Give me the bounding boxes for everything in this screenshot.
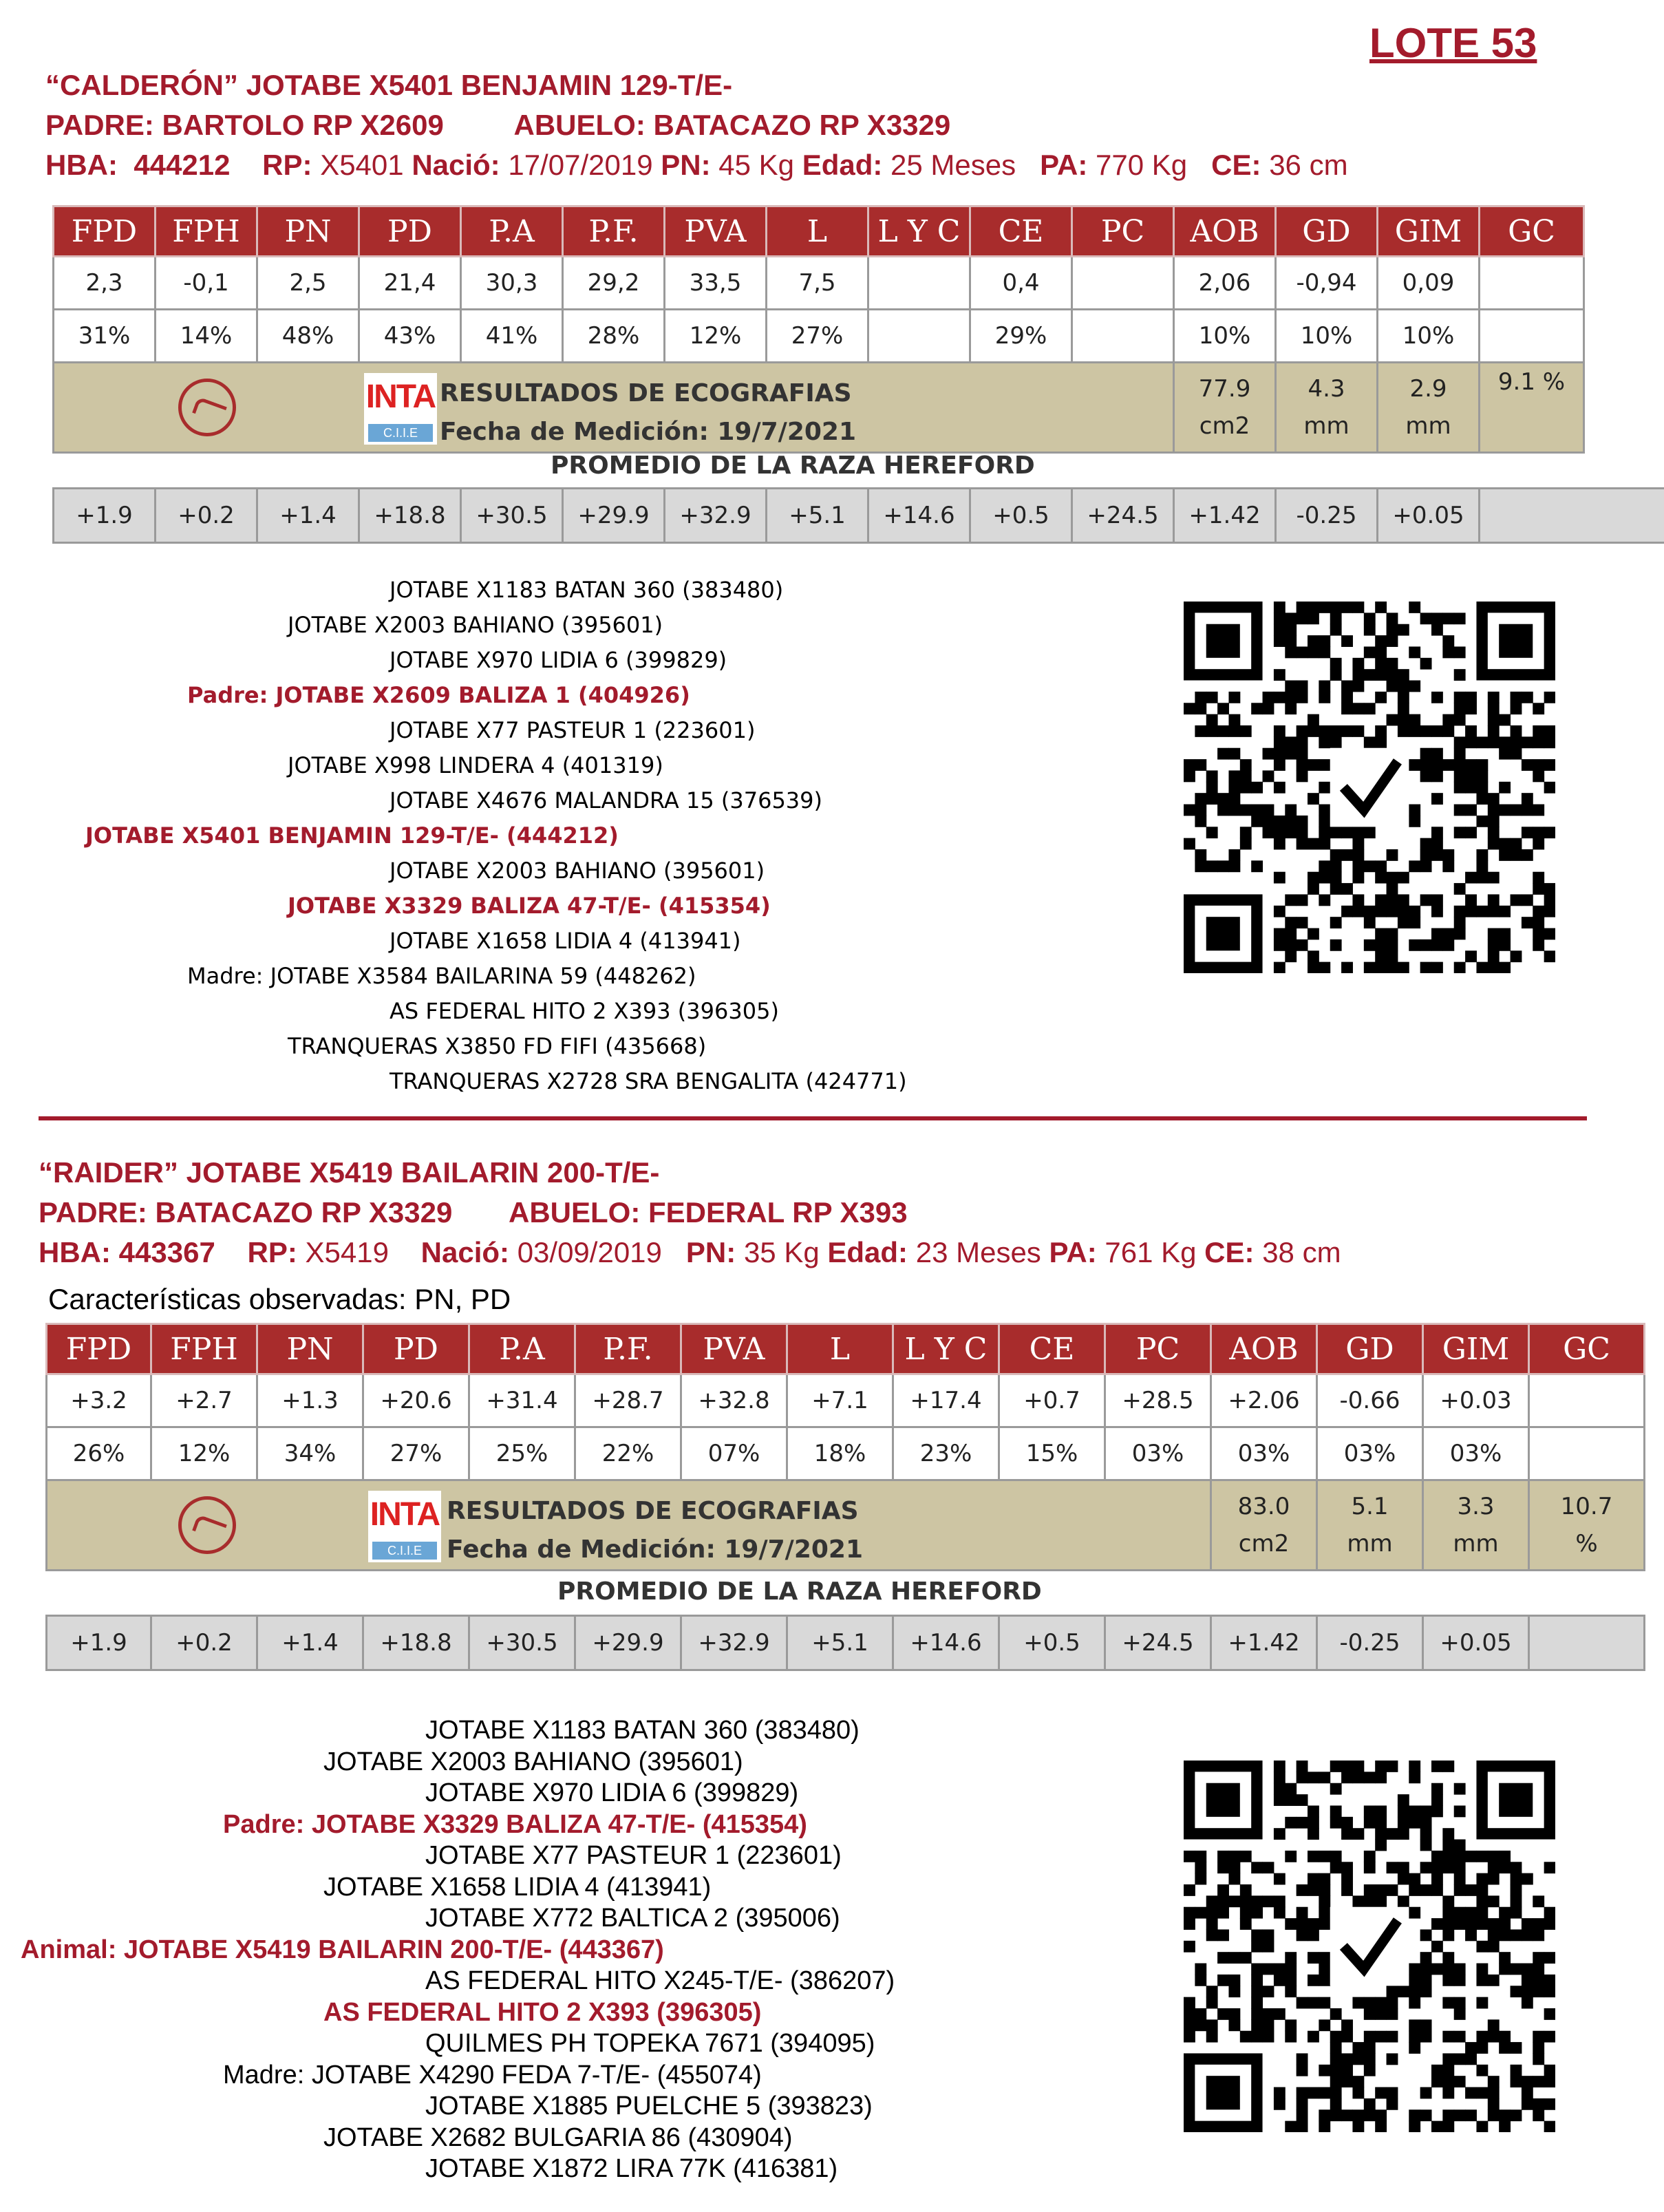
- column-header: P.F.: [563, 206, 665, 257]
- precision-cell: 27%: [363, 1427, 469, 1480]
- observed-characteristics: Características observadas: PN, PD: [48, 1283, 511, 1315]
- pedigree-entry: Padre: JOTABE X3329 BALIZA 47-T/E- (415354): [223, 1809, 807, 1839]
- eco-aob: 77.9 cm2: [1174, 363, 1276, 453]
- precision-cell: 10%: [1174, 310, 1276, 363]
- epd-value-cell: 30,3: [461, 257, 563, 310]
- column-header: PN: [257, 206, 359, 257]
- average-cell: +1.9: [54, 489, 156, 543]
- average-cell: +0.05: [1378, 489, 1480, 543]
- column-header: FPD: [47, 1324, 151, 1374]
- lot-number: LOTE 53: [1369, 20, 1537, 66]
- column-header: AOB: [1174, 206, 1276, 257]
- pedigree-entry: JOTABE X3329 BALIZA 47-T/E- (415354): [288, 893, 771, 919]
- pedigree-entry: JOTABE X77 PASTEUR 1 (223601): [425, 1841, 842, 1870]
- average-cell: [1529, 1616, 1645, 1670]
- average-cell: +0.5: [970, 489, 1072, 543]
- epd-value-cell: +0.03: [1423, 1374, 1529, 1427]
- eco-gd: 5.1 mm: [1317, 1480, 1423, 1571]
- average-cell: +0.2: [156, 489, 257, 543]
- eco-gim: 3.3 mm: [1423, 1480, 1529, 1571]
- precision-cell: [1529, 1427, 1645, 1480]
- precision-cell: 14%: [156, 310, 257, 363]
- average-cell: +32.9: [681, 1616, 787, 1670]
- epd-value-cell: +0.7: [999, 1374, 1105, 1427]
- pedigree-entry: JOTABE X1885 PUELCHE 5 (393823): [425, 2092, 873, 2120]
- average-table-1: [52, 487, 1664, 544]
- pedigree-entry: JOTABE X5401 BENJAMIN 129-T/E- (444212): [85, 822, 619, 849]
- pedigree-entry: TRANQUERAS X3850 FD FIFI (435668): [288, 1033, 707, 1059]
- column-header: PVA: [665, 206, 767, 257]
- epd-table-2: [45, 1323, 1645, 1571]
- epd-value-cell: [1072, 257, 1174, 310]
- precision-cell: 41%: [461, 310, 563, 363]
- column-header: PC: [1105, 1324, 1211, 1374]
- column-header: GIM: [1378, 206, 1480, 257]
- animal-2-info: HBA: 443367 RP: X5419 Nació: 03/09/2019 PN: 35 Kg Edad: 23 Meses PA: 761 Kg CE: 38 cm: [39, 1236, 1341, 1268]
- precision-cell: 26%: [47, 1427, 151, 1480]
- column-header: FPH: [156, 206, 257, 257]
- pedigree-entry: Padre: JOTABE X2609 BALIZA 1 (404926): [187, 682, 690, 708]
- epd-value-cell: 0,4: [970, 257, 1072, 310]
- average-cell: +30.5: [469, 1616, 575, 1670]
- pedigree-entry: JOTABE X1872 LIRA 77K (416381): [425, 2154, 838, 2183]
- qr-code-icon: [1184, 602, 1555, 973]
- average-cell: -0.25: [1317, 1616, 1423, 1670]
- pedigree-entry: JOTABE X772 BALTICA 2 (395006): [425, 1904, 840, 1933]
- epd-value-cell: -0,94: [1276, 257, 1378, 310]
- eco-date: Fecha de Medición: 19/7/2021: [447, 1535, 864, 1564]
- animal-2-parents: PADRE: BATACAZO RP X3329 ABUELO: FEDERAL RP X393: [39, 1196, 908, 1229]
- average-cell: +1.4: [257, 489, 359, 543]
- column-header: L: [787, 1324, 893, 1374]
- pedigree-entry: AS FEDERAL HITO 2 X393 (396305): [390, 998, 779, 1024]
- column-header: L Y C: [893, 1324, 999, 1374]
- average-cell: +0.2: [151, 1616, 257, 1670]
- average-cell: +0.5: [999, 1616, 1105, 1670]
- pedigree-entry: JOTABE X2003 BAHIANO (395601): [323, 1747, 743, 1776]
- epd-value-cell: +28.5: [1105, 1374, 1211, 1427]
- precision-cell: 12%: [151, 1427, 257, 1480]
- column-header: P.A: [469, 1324, 575, 1374]
- precision-cell: 23%: [893, 1427, 999, 1480]
- pedigree-entry: JOTABE X1183 BATAN 360 (383480): [425, 1716, 860, 1745]
- pedigree-entry: JOTABE X1183 BATAN 360 (383480): [390, 577, 784, 603]
- precision-cell: 18%: [787, 1427, 893, 1480]
- precision-cell: 34%: [257, 1427, 363, 1480]
- pedigree-entry: JOTABE X2003 BAHIANO (395601): [288, 612, 663, 638]
- epd-value-cell: +1.3: [257, 1374, 363, 1427]
- pedigree-entry: JOTABE X1658 LIDIA 4 (413941): [323, 1872, 712, 1902]
- pedigree-entry: JOTABE X970 LIDIA 6 (399829): [425, 1778, 799, 1807]
- column-header: PD: [359, 206, 461, 257]
- section-divider: [39, 1116, 1587, 1120]
- epd-value-cell: 2,3: [54, 257, 156, 310]
- eco-header-cell: [54, 363, 1174, 453]
- column-header: PN: [257, 1324, 363, 1374]
- average-cell: +24.5: [1072, 489, 1174, 543]
- epd-value-cell: +17.4: [893, 1374, 999, 1427]
- epd-table-1: [52, 205, 1585, 454]
- precision-cell: 43%: [359, 310, 461, 363]
- qr-code-icon: [1184, 1761, 1555, 2132]
- column-header: FPD: [54, 206, 156, 257]
- epd-value-cell: 2,5: [257, 257, 359, 310]
- precision-cell: 07%: [681, 1427, 787, 1480]
- average-cell: +1.4: [257, 1616, 363, 1670]
- precision-cell: [1480, 310, 1584, 363]
- animal-1-parents: PADRE: BARTOLO RP X2609 ABUELO: BATACAZO RP X3329: [45, 109, 951, 141]
- column-header: GC: [1480, 206, 1584, 257]
- column-header: CE: [970, 206, 1072, 257]
- eco-gd: 4.3 mm: [1276, 363, 1378, 453]
- epd-value-cell: +2.7: [151, 1374, 257, 1427]
- average-cell: +0.05: [1423, 1616, 1529, 1670]
- column-header: CE: [999, 1324, 1105, 1374]
- eco-gc: 10.7 %: [1529, 1480, 1645, 1571]
- average-cell: +14.6: [868, 489, 970, 543]
- average-cell: +1.9: [47, 1616, 151, 1670]
- column-header: GD: [1276, 206, 1378, 257]
- epd-value-cell: 21,4: [359, 257, 461, 310]
- pedigree-entry: JOTABE X998 LINDERA 4 (401319): [288, 752, 663, 778]
- precision-cell: [868, 310, 970, 363]
- pedigree-entry: AS FEDERAL HITO X245-T/E- (386207): [425, 1966, 895, 1995]
- average-cell: +1.42: [1211, 1616, 1317, 1670]
- eco-aob: 83.0 cm2: [1211, 1480, 1317, 1571]
- precision-cell: 03%: [1317, 1427, 1423, 1480]
- average-cell: +32.9: [665, 489, 767, 543]
- precision-cell: 03%: [1105, 1427, 1211, 1480]
- precision-cell: 22%: [575, 1427, 681, 1480]
- precision-cell: 10%: [1276, 310, 1378, 363]
- average-cell: -0.25: [1276, 489, 1378, 543]
- epd-value-cell: -0.66: [1317, 1374, 1423, 1427]
- column-header: GIM: [1423, 1324, 1529, 1374]
- precision-cell: 03%: [1423, 1427, 1529, 1480]
- eco-header-cell: [47, 1480, 1211, 1571]
- average-cell: +30.5: [461, 489, 563, 543]
- animal-2-title: “RAIDER” JOTABE X5419 BAILARIN 200-T/E-: [39, 1156, 660, 1189]
- column-header: P.A: [461, 206, 563, 257]
- average-cell: +24.5: [1105, 1616, 1211, 1670]
- epd-value-cell: +3.2: [47, 1374, 151, 1427]
- pedigree-entry: TRANQUERAS X2728 SRA BENGALITA (424771): [390, 1068, 907, 1094]
- pedigree-entry: JOTABE X4676 MALANDRA 15 (376539): [390, 787, 822, 813]
- precision-cell: 48%: [257, 310, 359, 363]
- column-header: GC: [1529, 1324, 1645, 1374]
- epd-value-cell: 7,5: [767, 257, 868, 310]
- average-cell: +18.8: [359, 489, 461, 543]
- precision-cell: 03%: [1211, 1427, 1317, 1480]
- average-cell: +5.1: [767, 489, 868, 543]
- epd-value-cell: 0,09: [1378, 257, 1480, 310]
- epd-value-cell: +20.6: [363, 1374, 469, 1427]
- pedigree-entry: JOTABE X77 PASTEUR 1 (223601): [390, 717, 756, 743]
- average-cell: +14.6: [893, 1616, 999, 1670]
- precision-cell: [1072, 310, 1174, 363]
- average-cell: [1480, 489, 1664, 543]
- pedigree-entry: Madre: JOTABE X3584 BAILARINA 59 (448262): [187, 963, 696, 989]
- precision-cell: 12%: [665, 310, 767, 363]
- pedigree-entry: Madre: JOTABE X4290 FEDA 7-T/E- (455074): [223, 2060, 762, 2089]
- average-cell: +18.8: [363, 1616, 469, 1670]
- eco-title: RESULTADOS DE ECOGRAFIAS: [447, 1497, 859, 1525]
- pedigree-entry: JOTABE X1658 LIDIA 4 (413941): [390, 928, 741, 954]
- average-table-2: [45, 1615, 1645, 1671]
- pedigree-entry: JOTABE X2003 BAHIANO (395601): [390, 858, 765, 884]
- eco-gim: 2.9 mm: [1378, 363, 1480, 453]
- epd-value-cell: +28.7: [575, 1374, 681, 1427]
- column-header: PD: [363, 1324, 469, 1374]
- precision-cell: 27%: [767, 310, 868, 363]
- pedigree-entry: QUILMES PH TOPEKA 7671 (394095): [425, 2029, 875, 2058]
- column-header: PC: [1072, 206, 1174, 257]
- precision-cell: 15%: [999, 1427, 1105, 1480]
- eco-date: Fecha de Medición: 19/7/2021: [440, 418, 857, 446]
- precision-cell: 10%: [1378, 310, 1480, 363]
- epd-value-cell: [1529, 1374, 1645, 1427]
- epd-value-cell: 29,2: [563, 257, 665, 310]
- average-title-1: PROMEDIO DE LA RAZA HEREFORD: [551, 451, 1035, 480]
- column-header: GD: [1317, 1324, 1423, 1374]
- epd-value-cell: 33,5: [665, 257, 767, 310]
- precision-cell: 29%: [970, 310, 1072, 363]
- epd-value-cell: +31.4: [469, 1374, 575, 1427]
- epd-value-cell: [1480, 257, 1584, 310]
- animal-1-info: HBA: 444212 RP: X5401 Nació: 17/07/2019 PN: 45 Kg Edad: 25 Meses PA: 770 Kg CE: 36 cm: [45, 149, 1348, 181]
- hereford-logo-icon: [178, 1496, 236, 1554]
- inta-logo-icon: INTA C.I.I.E: [364, 373, 437, 445]
- epd-value-cell: +32.8: [681, 1374, 787, 1427]
- column-header: P.F.: [575, 1324, 681, 1374]
- average-cell: +1.42: [1174, 489, 1276, 543]
- precision-cell: 31%: [54, 310, 156, 363]
- precision-cell: 25%: [469, 1427, 575, 1480]
- eco-title: RESULTADOS DE ECOGRAFIAS: [440, 379, 852, 407]
- inta-logo-icon: INTA C.I.I.E: [368, 1491, 441, 1562]
- average-cell: +29.9: [575, 1616, 681, 1670]
- epd-value-cell: 2,06: [1174, 257, 1276, 310]
- column-header: FPH: [151, 1324, 257, 1374]
- epd-value-cell: [868, 257, 970, 310]
- epd-value-cell: -0,1: [156, 257, 257, 310]
- hereford-logo-icon: [178, 379, 236, 436]
- column-header: PVA: [681, 1324, 787, 1374]
- column-header: L Y C: [868, 206, 970, 257]
- epd-value-cell: +2.06: [1211, 1374, 1317, 1427]
- column-header: L: [767, 206, 868, 257]
- pedigree-entry: Animal: JOTABE X5419 BAILARIN 200-T/E- (443367): [21, 1935, 664, 1964]
- pedigree-entry: JOTABE X2682 BULGARIA 86 (430904): [323, 2123, 793, 2152]
- eco-gc: 9.1 %: [1480, 363, 1584, 453]
- average-cell: +5.1: [787, 1616, 893, 1670]
- average-title-2: PROMEDIO DE LA RAZA HEREFORD: [557, 1577, 1042, 1606]
- pedigree-entry: AS FEDERAL HITO 2 X393 (396305): [323, 1997, 762, 2027]
- animal-1-title: “CALDERÓN” JOTABE X5401 BENJAMIN 129-T/E-: [45, 69, 733, 101]
- pedigree-entry: JOTABE X970 LIDIA 6 (399829): [390, 647, 727, 673]
- column-header: AOB: [1211, 1324, 1317, 1374]
- average-cell: +29.9: [563, 489, 665, 543]
- precision-cell: 28%: [563, 310, 665, 363]
- epd-value-cell: +7.1: [787, 1374, 893, 1427]
